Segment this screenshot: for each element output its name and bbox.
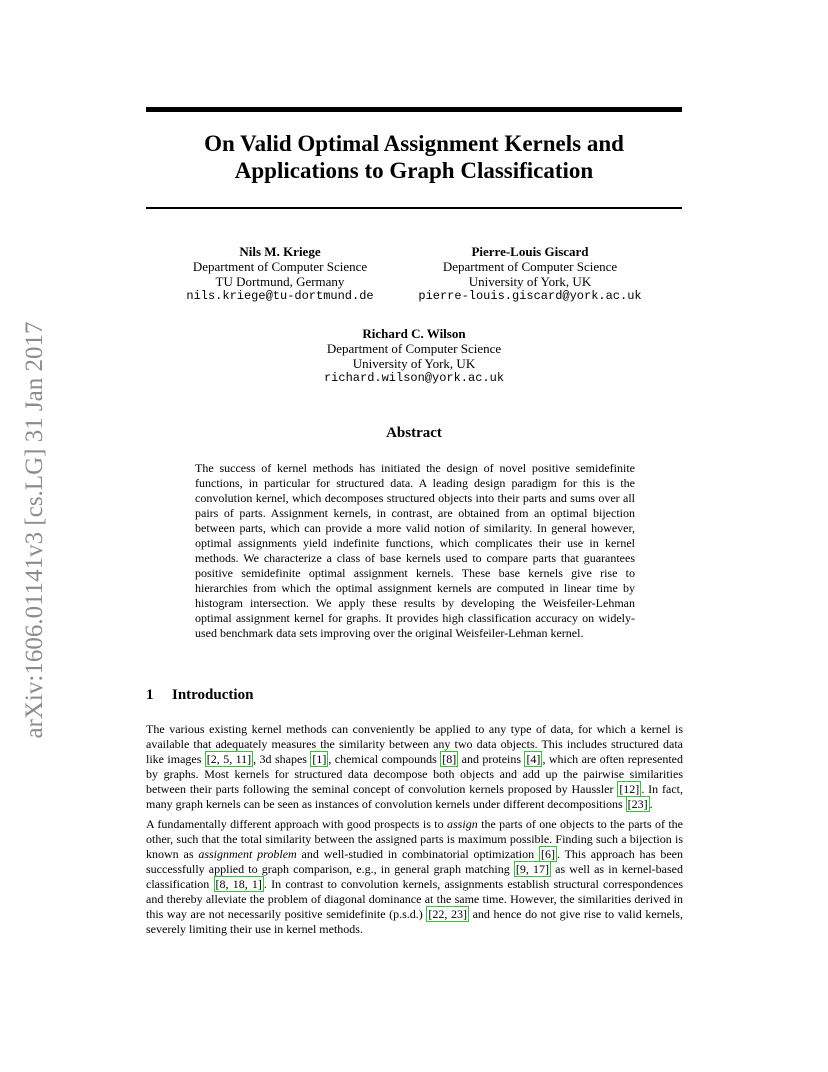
- author-email[interactable]: nils.kriege@tu-dortmund.de: [186, 289, 374, 303]
- citation-link[interactable]: [8, 18, 1]: [215, 877, 262, 891]
- citation-link[interactable]: [6]: [540, 847, 555, 861]
- section-title: Introduction: [172, 687, 254, 703]
- author-email[interactable]: pierre-louis.giscard@york.ac.uk: [418, 289, 642, 303]
- title-bottom-rule: [146, 207, 682, 209]
- abstract-heading: Abstract: [386, 425, 442, 441]
- citation-link[interactable]: [8]: [442, 752, 457, 766]
- emphasis: assign: [447, 817, 478, 831]
- text-run: , 3d shapes: [253, 752, 311, 766]
- author-block-giscard: [400, 244, 660, 304]
- author-block-wilson: [294, 326, 534, 386]
- paper-title: [146, 130, 682, 184]
- author-block-kriege: [170, 244, 390, 304]
- author-email[interactable]: richard.wilson@york.ac.uk: [323, 371, 505, 385]
- arxiv-sidebar-stamp: [20, 300, 50, 760]
- author-department: Department of Computer Science: [442, 259, 618, 274]
- author-department: Department of Computer Science: [326, 341, 502, 356]
- author-name: Pierre-Louis Giscard: [471, 244, 589, 259]
- text-run: and hence do not give rise to valid kernels, severely limiting their use in kernel methods.: [146, 907, 683, 936]
- citation-link[interactable]: [22, 23]: [428, 907, 467, 921]
- citation-link[interactable]: [2, 5, 11]: [206, 752, 252, 766]
- text-run: .: [649, 797, 653, 811]
- text-run: . In contrast to convolution kernels, assignments establish structural correspondences and thereby alleviate the problem of diagonal dominance at the same time. However, the similarities derived in this way are not necessarily positive semidefinite (p.s.d.): [146, 877, 683, 921]
- citation-link[interactable]: [12]: [619, 782, 640, 796]
- emphasis: assignment problem: [198, 847, 297, 861]
- title-top-rule: [146, 107, 682, 112]
- section-number: 1: [146, 687, 154, 703]
- paragraph-1: [146, 722, 683, 812]
- text-run: and proteins: [458, 752, 525, 766]
- citation-link[interactable]: [23]: [627, 797, 648, 811]
- author-name: Richard C. Wilson: [362, 326, 466, 341]
- text-run: , chemical compounds: [328, 752, 441, 766]
- author-institution: University of York, UK: [468, 274, 592, 289]
- author-department: Department of Computer Science: [192, 259, 368, 274]
- text-run: and well-studied in combinatorial optimization: [296, 847, 539, 861]
- author-institution: TU Dortmund, Germany: [215, 274, 345, 289]
- author-institution: University of York, UK: [352, 356, 476, 371]
- title-line-2: Applications to Graph Classification: [234, 158, 594, 183]
- citation-link[interactable]: [9, 17]: [515, 862, 550, 876]
- citation-link[interactable]: [1]: [312, 752, 327, 766]
- text-run: A fundamentally different approach with good prospects is to: [146, 817, 448, 831]
- introduction-body: [146, 722, 683, 942]
- author-name: Nils M. Kriege: [239, 244, 321, 259]
- arxiv-identifier: arXiv:1606.01141v3 [cs.LG] 31 Jan 2017: [21, 321, 48, 739]
- title-line-1: On Valid Optimal Assignment Kernels and: [204, 131, 624, 156]
- abstract-text: The success of kernel methods has initiated the design of novel positive semidefinite functions, in particular for structured data. A leading design paradigm for this is the convolution kernel, which decomposes structured objects into their parts and sums over all pairs of parts. Assignment kernels, in contrast, are obtained from an optimal bijection between parts, which can provide a more valid notion of similarity. In general however, optimal assignments yield indefinite functions, which complicates their use in kernel methods. We characterize a class of base kernels used to compare parts that guarantees positive semidefinite optimal assignment kernels. These base kernels give rise to hierarchies from which the optimal assignment kernels are computed in linear time by histogram intersection. We apply these results by developing the Weisfeiler-Lehman optimal assignment kernel for graphs. It provides high classification accuracy on widely-used benchmark data sets improving over the original Weisfeiler-Lehman kernel.: [195, 461, 635, 640]
- text-run: . In fact, many graph kernels can be seen as instances of convolution kernels under different decompositions: [146, 782, 683, 811]
- text-run: the parts of one objects to the parts of the other, such that the total similarity between the assigned parts is maximum possible. Finding such a bijection is known as: [146, 817, 684, 861]
- paragraph-2: [146, 817, 683, 937]
- text-run: as well as in kernel-based classification: [146, 862, 684, 891]
- text-run: , which are often represented by graphs. Most kernels for structured data decompose both objects and add up the pairwise similarities between their parts following the seminal concept of convolution kernels proposed by Haussler: [146, 752, 683, 796]
- section-heading: [146, 687, 253, 704]
- text-run: The various existing kernel methods can conveniently be applied to any type of data, for which a kernel is available that adequately measures the similarity between any two data objects. This includes structured data like images: [146, 722, 683, 766]
- citation-link[interactable]: [4]: [526, 752, 541, 766]
- text-run: . This approach has been successfully applied to graph comparison, e.g., in general graph matching: [146, 847, 684, 876]
